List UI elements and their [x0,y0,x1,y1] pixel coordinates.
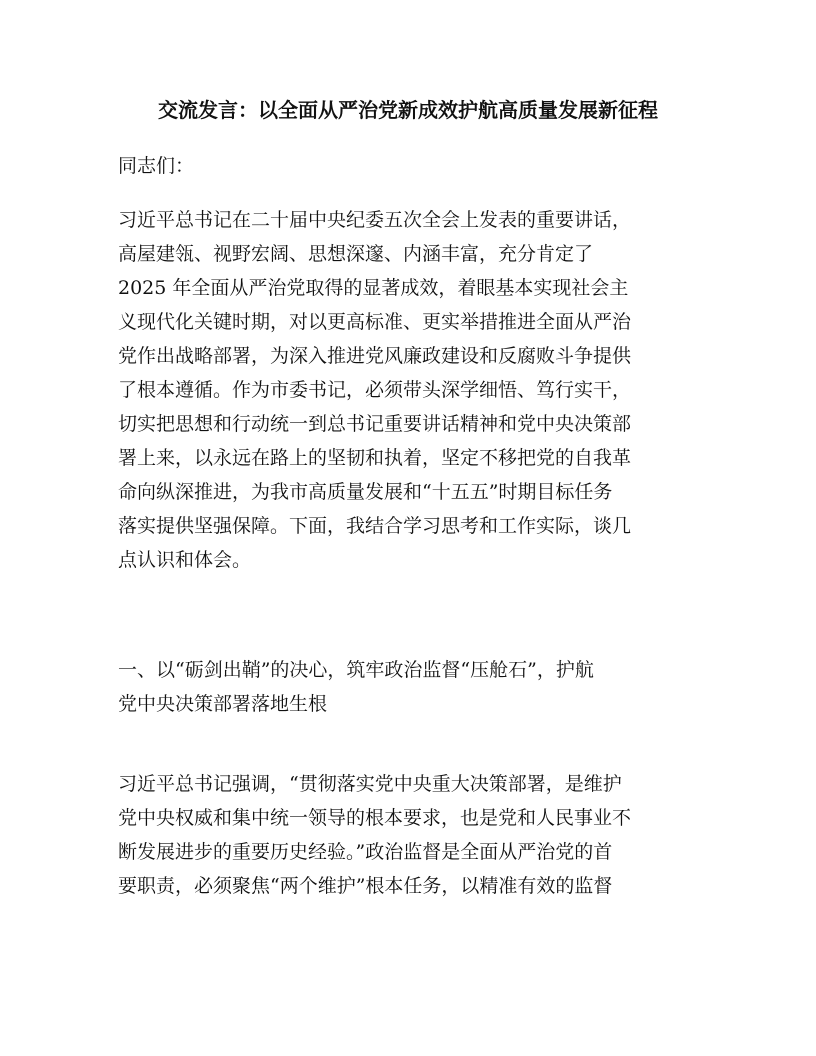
heading-line: 党中央决策部署落地生根 [118,693,328,715]
paragraph-intro [118,203,698,577]
paragraph-line: 习近平总书记强调，“贯彻落实党中央重大决策部署，是维护 [118,773,622,795]
paragraph-line: 要职责，必须聚焦“两个维护”根本任务，以精准有效的监督 [118,875,613,897]
paragraph-line: 义现代化关键时期，对以更高标准、更实举措推进全面从严治 [118,311,632,333]
paragraph-line: 署上来，以永远在路上的坚韧和执着，坚定不移把党的自我革 [118,447,632,469]
document-title: 交流发言：以全面从严治党新成效护航高质量发展新征程 [158,98,658,122]
salutation-text: 同志们： [118,155,195,177]
paragraph-line: 切实把思想和行动统一到总书记重要讲话精神和党中央决策部 [118,413,632,435]
paragraph-line: 断发展进步的重要历史经验。”政治监督是全面从严治党的首 [118,841,613,863]
paragraph-line: 点认识和体会。 [118,549,252,571]
paragraph-line: 落实提供坚强保障。下面，我结合学习思考和工作实际，谈几 [118,515,632,537]
salutation [118,149,698,183]
paragraph-line: 党中央权威和集中统一领导的根本要求，也是党和人民事业不 [118,807,632,829]
paragraph-line: 命向纵深推进，为我市高质量发展和“十五五”时期目标任务 [118,481,613,503]
section-heading-1 [118,653,698,721]
paragraph-line: 习近平总书记在二十届中央纪委五次全会上发表的重要讲话， [118,209,632,231]
paragraph-line: 2025 年全面从严治党取得的显著成效，着眼基本实现社会主 [118,277,629,299]
paragraph-line: 高屋建瓴、视野宏阔、思想深邃、内涵丰富，充分肯定了 [118,243,594,265]
paragraph-line: 党作出战略部署，为深入推进党风廉政建设和反腐败斗争提供 [118,345,632,367]
paragraph-political-supervision [118,767,698,903]
paragraph-line: 了根本遵循。作为市委书记，必须带头深学细悟、笃行实干， [118,379,632,401]
heading-line: 一、以“砺剑出鞘”的决心，筑牢政治监督“压舱石”，护航 [118,659,594,681]
